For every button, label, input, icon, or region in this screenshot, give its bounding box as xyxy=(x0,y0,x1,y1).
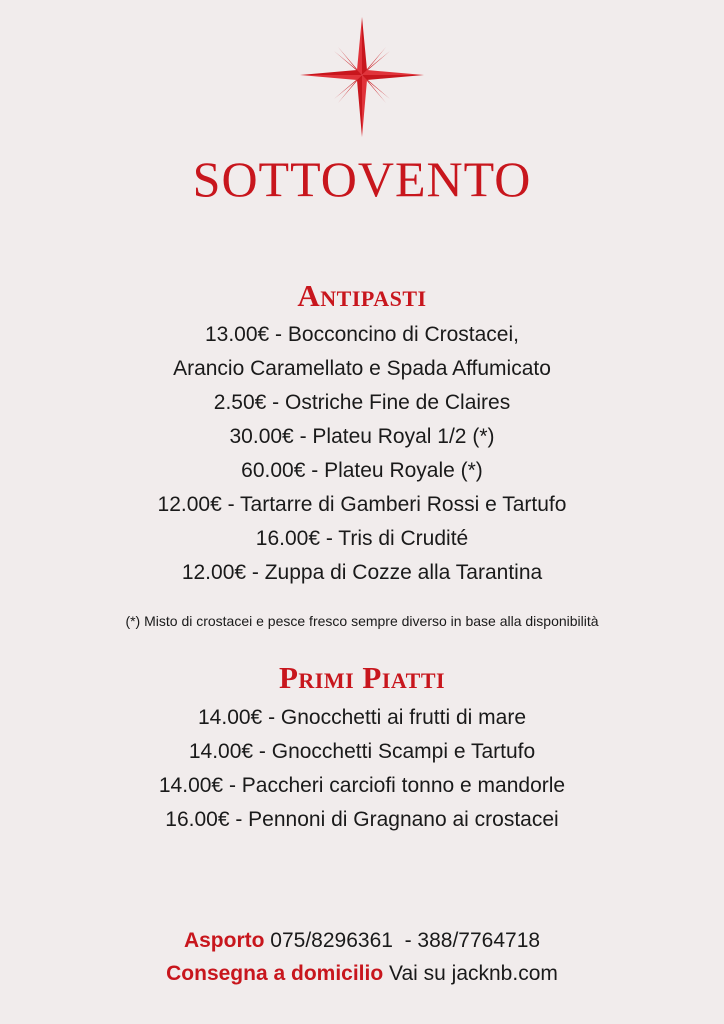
menu-item: 14.00€ - Paccheri carciofi tonno e mandorle xyxy=(158,774,566,797)
antipasti-list xyxy=(0,318,724,590)
menu-item: 16.00€ - Tris di Crudité xyxy=(255,527,469,550)
section-title-primi: Primi Piatti xyxy=(278,660,446,695)
takeaway-label: Asporto xyxy=(183,929,265,952)
menu-item: 14.00€ - Gnocchetti Scampi e Tartufo xyxy=(188,740,536,763)
delivery-link[interactable]: Vai su jacknb.com xyxy=(389,962,558,985)
menu-item: 14.00€ - Gnocchetti ai frutti di mare xyxy=(198,706,526,729)
takeaway-line xyxy=(0,929,724,953)
availability-note: (*) Misto di crostacei e pesce fresco sempre diverso in base alla disponibilità xyxy=(125,613,599,629)
menu-item: 60.00€ - Plateu Royale (*) xyxy=(241,459,483,482)
delivery-line xyxy=(0,962,724,986)
menu-item: 12.00€ - Tartarre di Gamberi Rossi e Tartufo xyxy=(157,493,567,516)
menu-item: 30.00€ - Plateu Royal 1/2 (*) xyxy=(229,425,495,448)
menu-item: 2.50€ - Ostriche Fine de Claires xyxy=(213,391,511,414)
menu-item: 16.00€ - Pennoni di Gragnano ai crostacei xyxy=(165,808,559,831)
section-title-antipasti: Antipasti xyxy=(297,278,427,313)
restaurant-name: SOTTOVENTO xyxy=(192,151,532,207)
delivery-label: Consegna a domicilio xyxy=(166,962,384,985)
menu-item: Arancio Caramellato e Spada Affumicato xyxy=(173,357,551,380)
menu-item: 13.00€ - Bocconcino di Crostacei, xyxy=(204,323,519,346)
compass-rose-icon xyxy=(297,12,427,142)
takeaway-phones: 075/8296361 - 388/7764718 xyxy=(270,929,541,952)
menu-item: 12.00€ - Zuppa di Cozze alla Tarantina xyxy=(181,561,543,584)
primi-list xyxy=(0,701,724,837)
